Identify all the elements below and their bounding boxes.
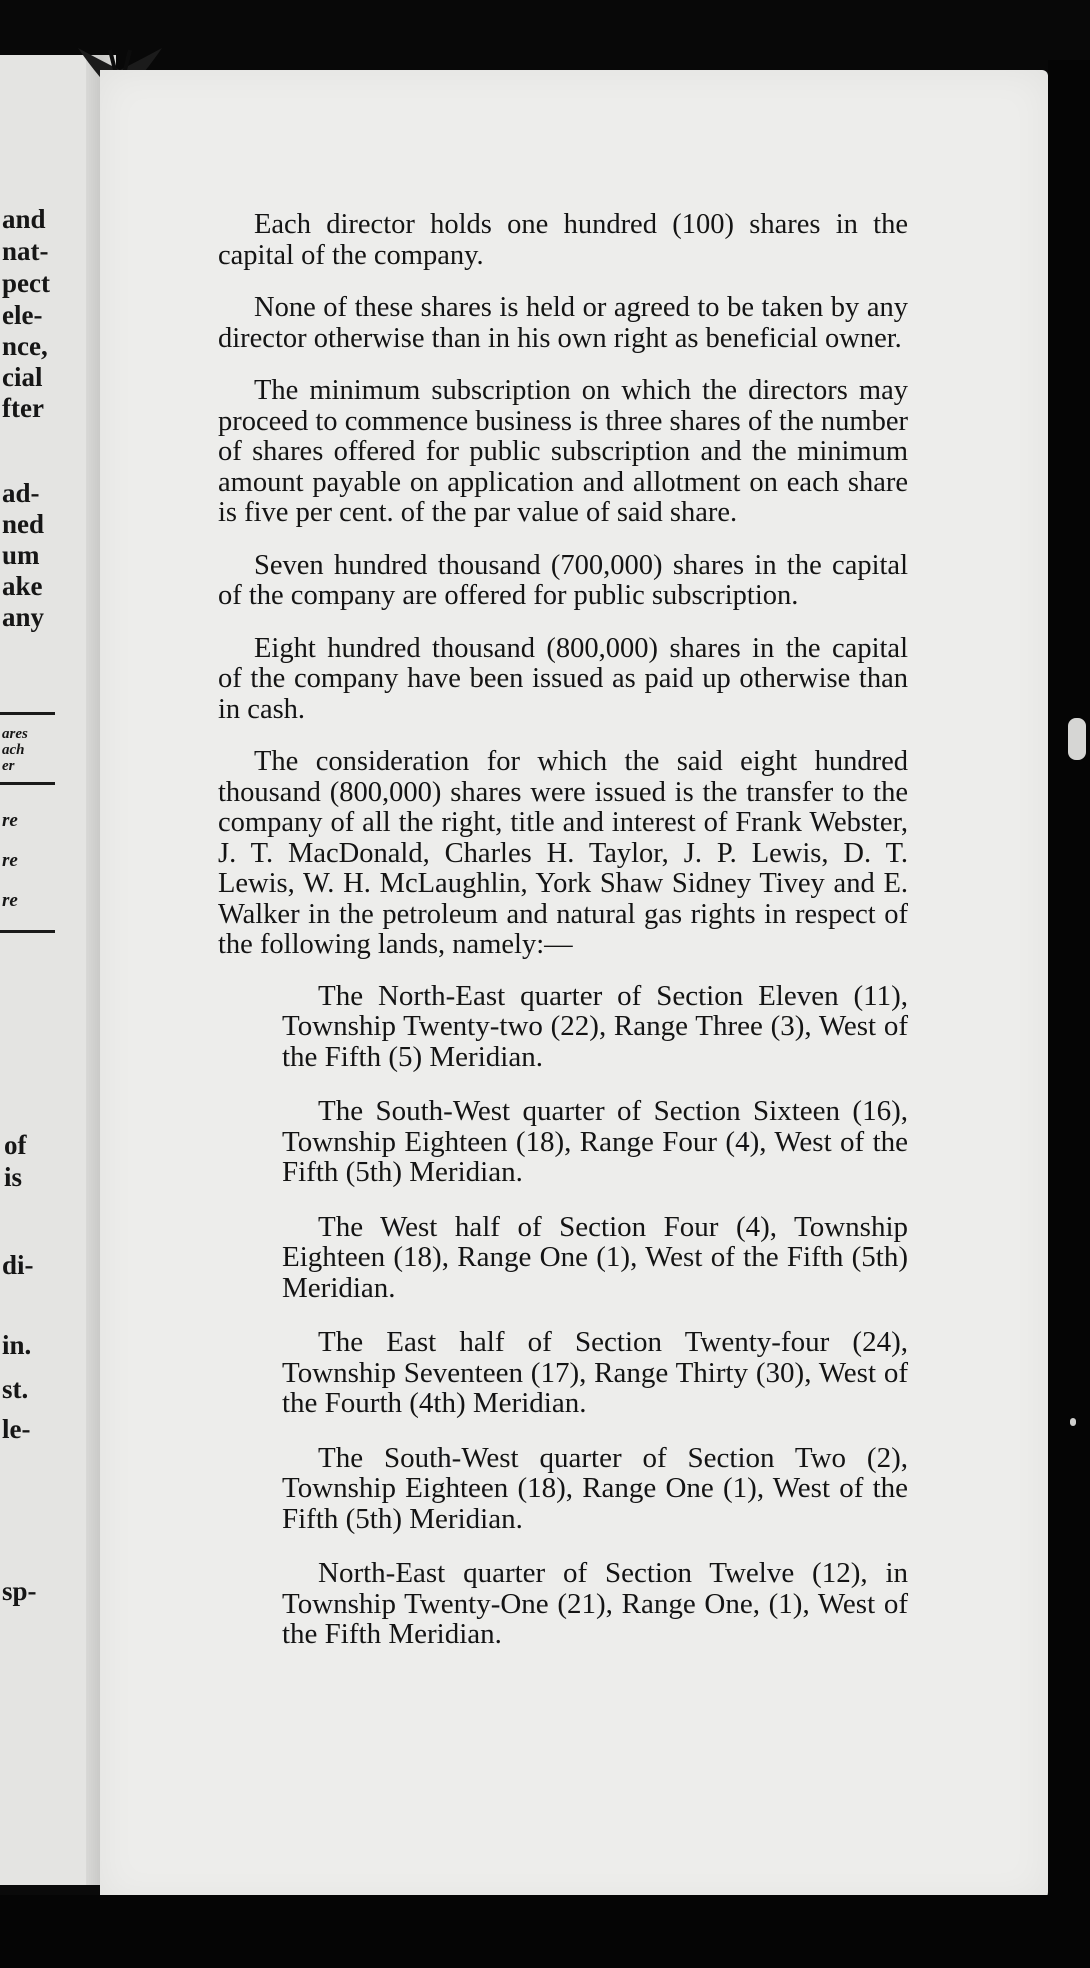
table-header-fragment: er <box>2 758 15 774</box>
paragraph-consideration: The consideration for which the said eight hundred thousand (800,000) shares were issued is the transfer to the company of all the right, title and interest of Frank Webster, J. T. MacDonald, Charles H. Taylor, J. P. Lewis, D. T. Lewis, W. H. McLaughlin, York Shaw Sidney Tivey and E. Walker in the petroleum and natural gas rights in respect of the following lands, namely:— <box>218 746 908 960</box>
paragraph-minimum-subscription: The minimum subscription on which the directors may proceed to commence business is three shares of the number of shares offered for public subscription and the minimum amount payable on application and allotment on each share is five per cent. of the par value of said share. <box>218 375 908 528</box>
main-text-column <box>218 210 908 1674</box>
left-fragment: is <box>4 1162 23 1192</box>
left-fragment: le- <box>2 1414 31 1444</box>
left-fragment: any <box>2 602 45 632</box>
land-description: The West half of Section Four (4), Township Eighteen (18), Range One (1), West of the Fifth (5th) Meridian. <box>282 1210 908 1304</box>
land-description: The East half of Section Twenty-four (24), Township Seventeen (17), Range Thirty (30), West of the Fourth (4th) Meridian. <box>282 1326 908 1419</box>
left-fragment: ele- <box>2 300 43 330</box>
land-description: The South-West quarter of Section Sixteen (16), Township Eighteen (18), Range Four (4), West of the Fifth (5th) Meridian. <box>282 1095 908 1188</box>
page-edge-mark <box>1068 718 1086 760</box>
land-description: The North-East quarter of Section Eleven (11), Township Twenty-two (22), Range Three (3), West of the Fifth (5) Meridian. <box>282 979 908 1073</box>
left-fragment: um <box>2 540 40 570</box>
left-fragment: sp- <box>2 1576 37 1606</box>
table-rule-top <box>0 712 55 715</box>
left-fragment: ake <box>2 571 43 601</box>
table-rule-bottom <box>0 930 55 933</box>
scan-right-border <box>1048 60 1090 1910</box>
paragraph-public-offer: Seven hundred thousand (700,000) shares in the capital of the company are offered for public subscription. <box>218 549 908 611</box>
left-fragment: and <box>2 204 46 234</box>
scan-bottom-border <box>0 1895 1090 1968</box>
paragraph-paid-up-shares: Eight hundred thousand (800,000) shares in the capital of the company have been issued as paid up otherwise than in cash. <box>218 632 908 725</box>
left-fragment: in. <box>2 1330 32 1360</box>
left-fragment: ned <box>2 509 45 539</box>
left-fragment: ad- <box>2 478 40 508</box>
table-header-fragment: ares <box>2 726 28 742</box>
left-fragment: cial <box>2 362 43 392</box>
paragraph-beneficial-owner: None of these shares is held or agreed to be taken by any director otherwise than in his own right as beneficial owner. <box>218 292 908 354</box>
left-fragment: nce, <box>2 331 48 361</box>
land-description: North-East quarter of Section Twelve (12), in Township Twenty-One (21), Range One, (1), West of the Fifth Meridian. <box>282 1557 908 1650</box>
table-rule-header <box>0 782 55 785</box>
table-row-fragment: re <box>2 890 18 911</box>
land-description: The South-West quarter of Section Two (2), Township Eighteen (18), Range One (1), West of the Fifth (5th) Meridian. <box>282 1441 908 1535</box>
left-fragment: of <box>4 1130 27 1160</box>
table-header-fragment: ach <box>2 742 25 758</box>
left-fragment: st. <box>2 1374 29 1404</box>
left-fragment: fter <box>2 393 44 423</box>
table-row-fragment: re <box>2 850 18 871</box>
left-fragment: pect <box>2 268 50 298</box>
left-fragment: nat- <box>2 236 49 266</box>
left-fragment: di- <box>2 1250 34 1280</box>
page-edge-dot <box>1070 1418 1076 1426</box>
table-row-fragment: re <box>2 810 18 831</box>
paragraph-director-shares: Each director holds one hundred (100) shares in the capital of the company. <box>218 209 908 271</box>
